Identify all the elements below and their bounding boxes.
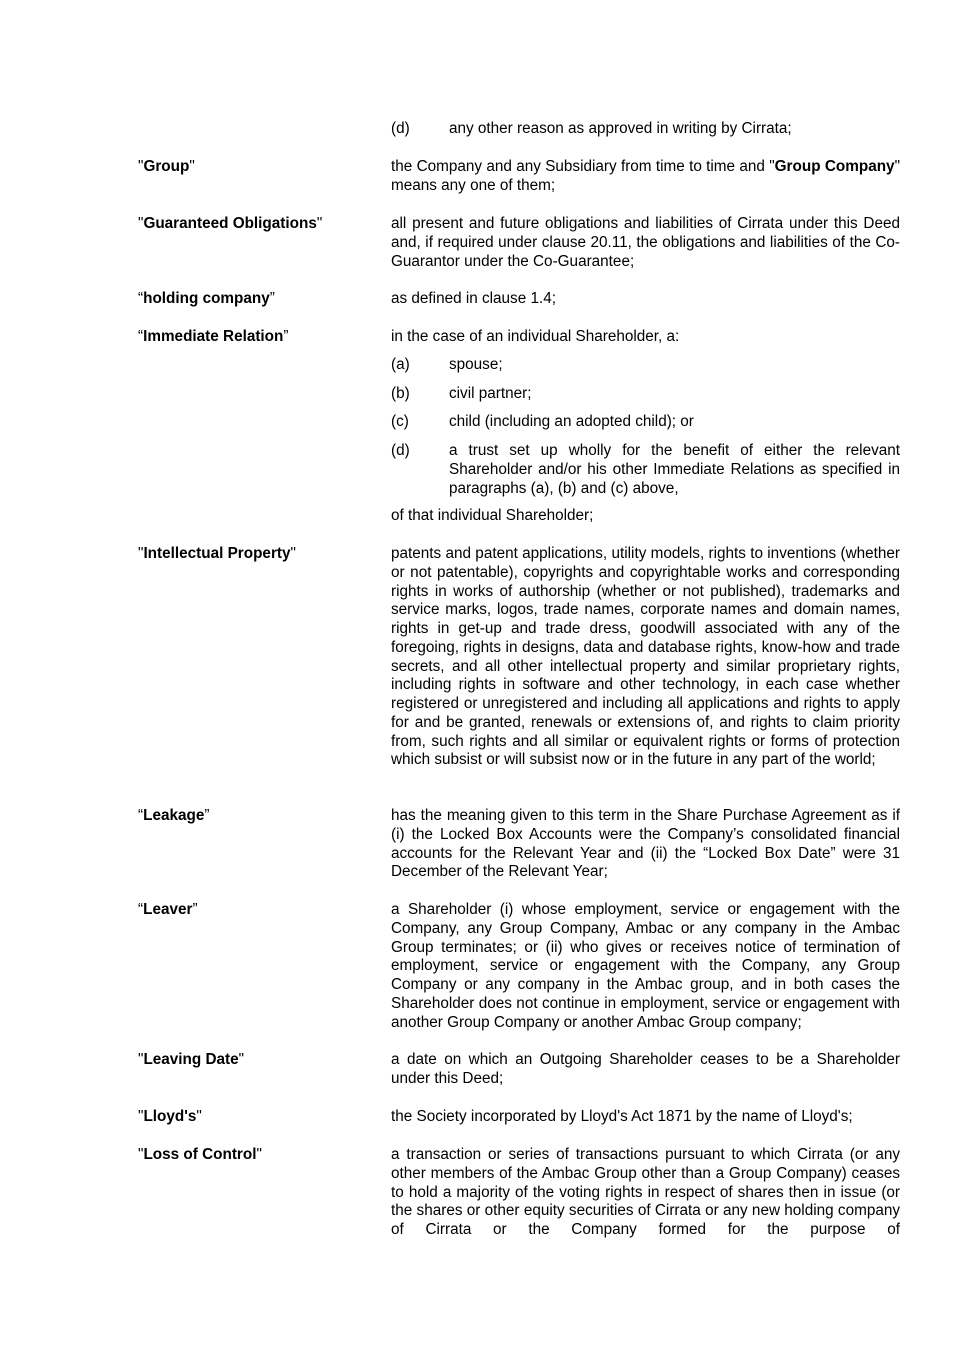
list-item-number: (c) — [391, 413, 409, 430]
definition-group: the Company and any Subsidiary from time to time and "Group Company" means any one of them; — [391, 158, 900, 194]
list-item-text: a trust set up wholly for the benefit of either the relevant Shareholder and/or his other Immediate Relations as specified in paragraphs (a), (b) and (c) above, — [449, 442, 900, 497]
term-leaver: “Leaver” — [138, 901, 198, 918]
definition-immediate-relation-intro: in the case of an individual Shareholder, a: — [391, 328, 680, 345]
term-leaving-date: "Leaving Date" — [138, 1051, 245, 1068]
term-loss-of-control: "Loss of Control" — [138, 1146, 262, 1163]
paragraph-text: any other reason as approved in writing by Cirrata; — [449, 120, 792, 137]
list-item-number: (d) — [391, 442, 410, 459]
definition-immediate-relation-outro: of that individual Shareholder; — [391, 507, 594, 524]
definition-leaver: a Shareholder (i) whose employment, service or engagement with the Company, any Group Company, Ambac or any company in the Ambac Group terminates; or (ii) who gives or receives notice of termination of employment, service or engagement with the Company, any Group Company or any company in the Ambac group, and in both cases the Shareholder does not continue in employment, service or engagement with another Group Company or another Ambac Group company; — [391, 901, 900, 1031]
list-item-number: (a) — [391, 356, 410, 373]
definition-holding-company: as defined in clause 1.4; — [391, 290, 556, 307]
definition-lloyds: the Society incorporated by Lloyd's Act 1871 by the name of Lloyd's; — [391, 1108, 853, 1125]
definition-leakage: has the meaning given to this term in the Share Purchase Agreement as if (i) the Locked Box Accounts were the Company’s consolidated financial accounts for the Relevant Year and (ii) the “Locked Box Date” were 31 December of the Relevant Year; — [391, 807, 901, 881]
term-leakage: “Leakage” — [138, 807, 210, 824]
list-item-text: child (including an adopted child); or — [449, 413, 694, 430]
definition-leaving-date: a date on which an Outgoing Shareholder ceases to be a Shareholder under this Deed; — [391, 1051, 900, 1087]
term-group: "Group" — [138, 158, 195, 175]
term-holding-company: “holding company” — [138, 290, 275, 307]
definition-intellectual-property: patents and patent applications, utility models, rights to inventions (whether or not patentable), copyrights and copyrightable works and corresponding rights in works of authorship (whether or not published), trademarks and service marks, logos, trade names, corporate names and domain names, rights in get-up and trade dress, goodwill associated with any of the foregoing, rights in designs, data and database rights, know-how and trade secrets, and all other intellectual property and similar proprietary rights, including rights in software and other technology, in each case whether registered or unregistered and including all applications and rights to apply for and be granted, renewals or extensions of, and rights to claim priority from, such rights and all similar or equivalent rights or forms of protection which subsist or will subsist now or in the future in any part of the world; — [391, 545, 901, 769]
definition-guaranteed-obligations: all present and future obligations and liabilities of Cirrata under this Deed and, if required under clause 20.11, the obligations and liabilities of the Co-Guarantor under the Co-Guarantee; — [391, 215, 901, 270]
list-item-text: civil partner; — [449, 385, 532, 402]
list-item-number: (b) — [391, 385, 410, 402]
term-immediate-relation: “Immediate Relation” — [138, 328, 289, 345]
term-intellectual-property: "Intellectual Property" — [138, 545, 296, 562]
list-item-text: spouse; — [449, 356, 503, 373]
definition-loss-of-control: a transaction or series of transactions pursuant to which Cirrata (or any other members of the Ambac Group other than a Group Company) ceases to hold a majority of the voting rights in respect of shares then in issue (or the shares or other equity securities of Cirrata or any new holding company of Cirrata or the Company formed for the purpose of — [391, 1146, 901, 1238]
term-lloyds: "Lloyd's" — [138, 1108, 202, 1125]
paragraph-number: (d) — [391, 120, 410, 137]
term-guaranteed-obligations: "Guaranteed Obligations" — [138, 215, 323, 232]
